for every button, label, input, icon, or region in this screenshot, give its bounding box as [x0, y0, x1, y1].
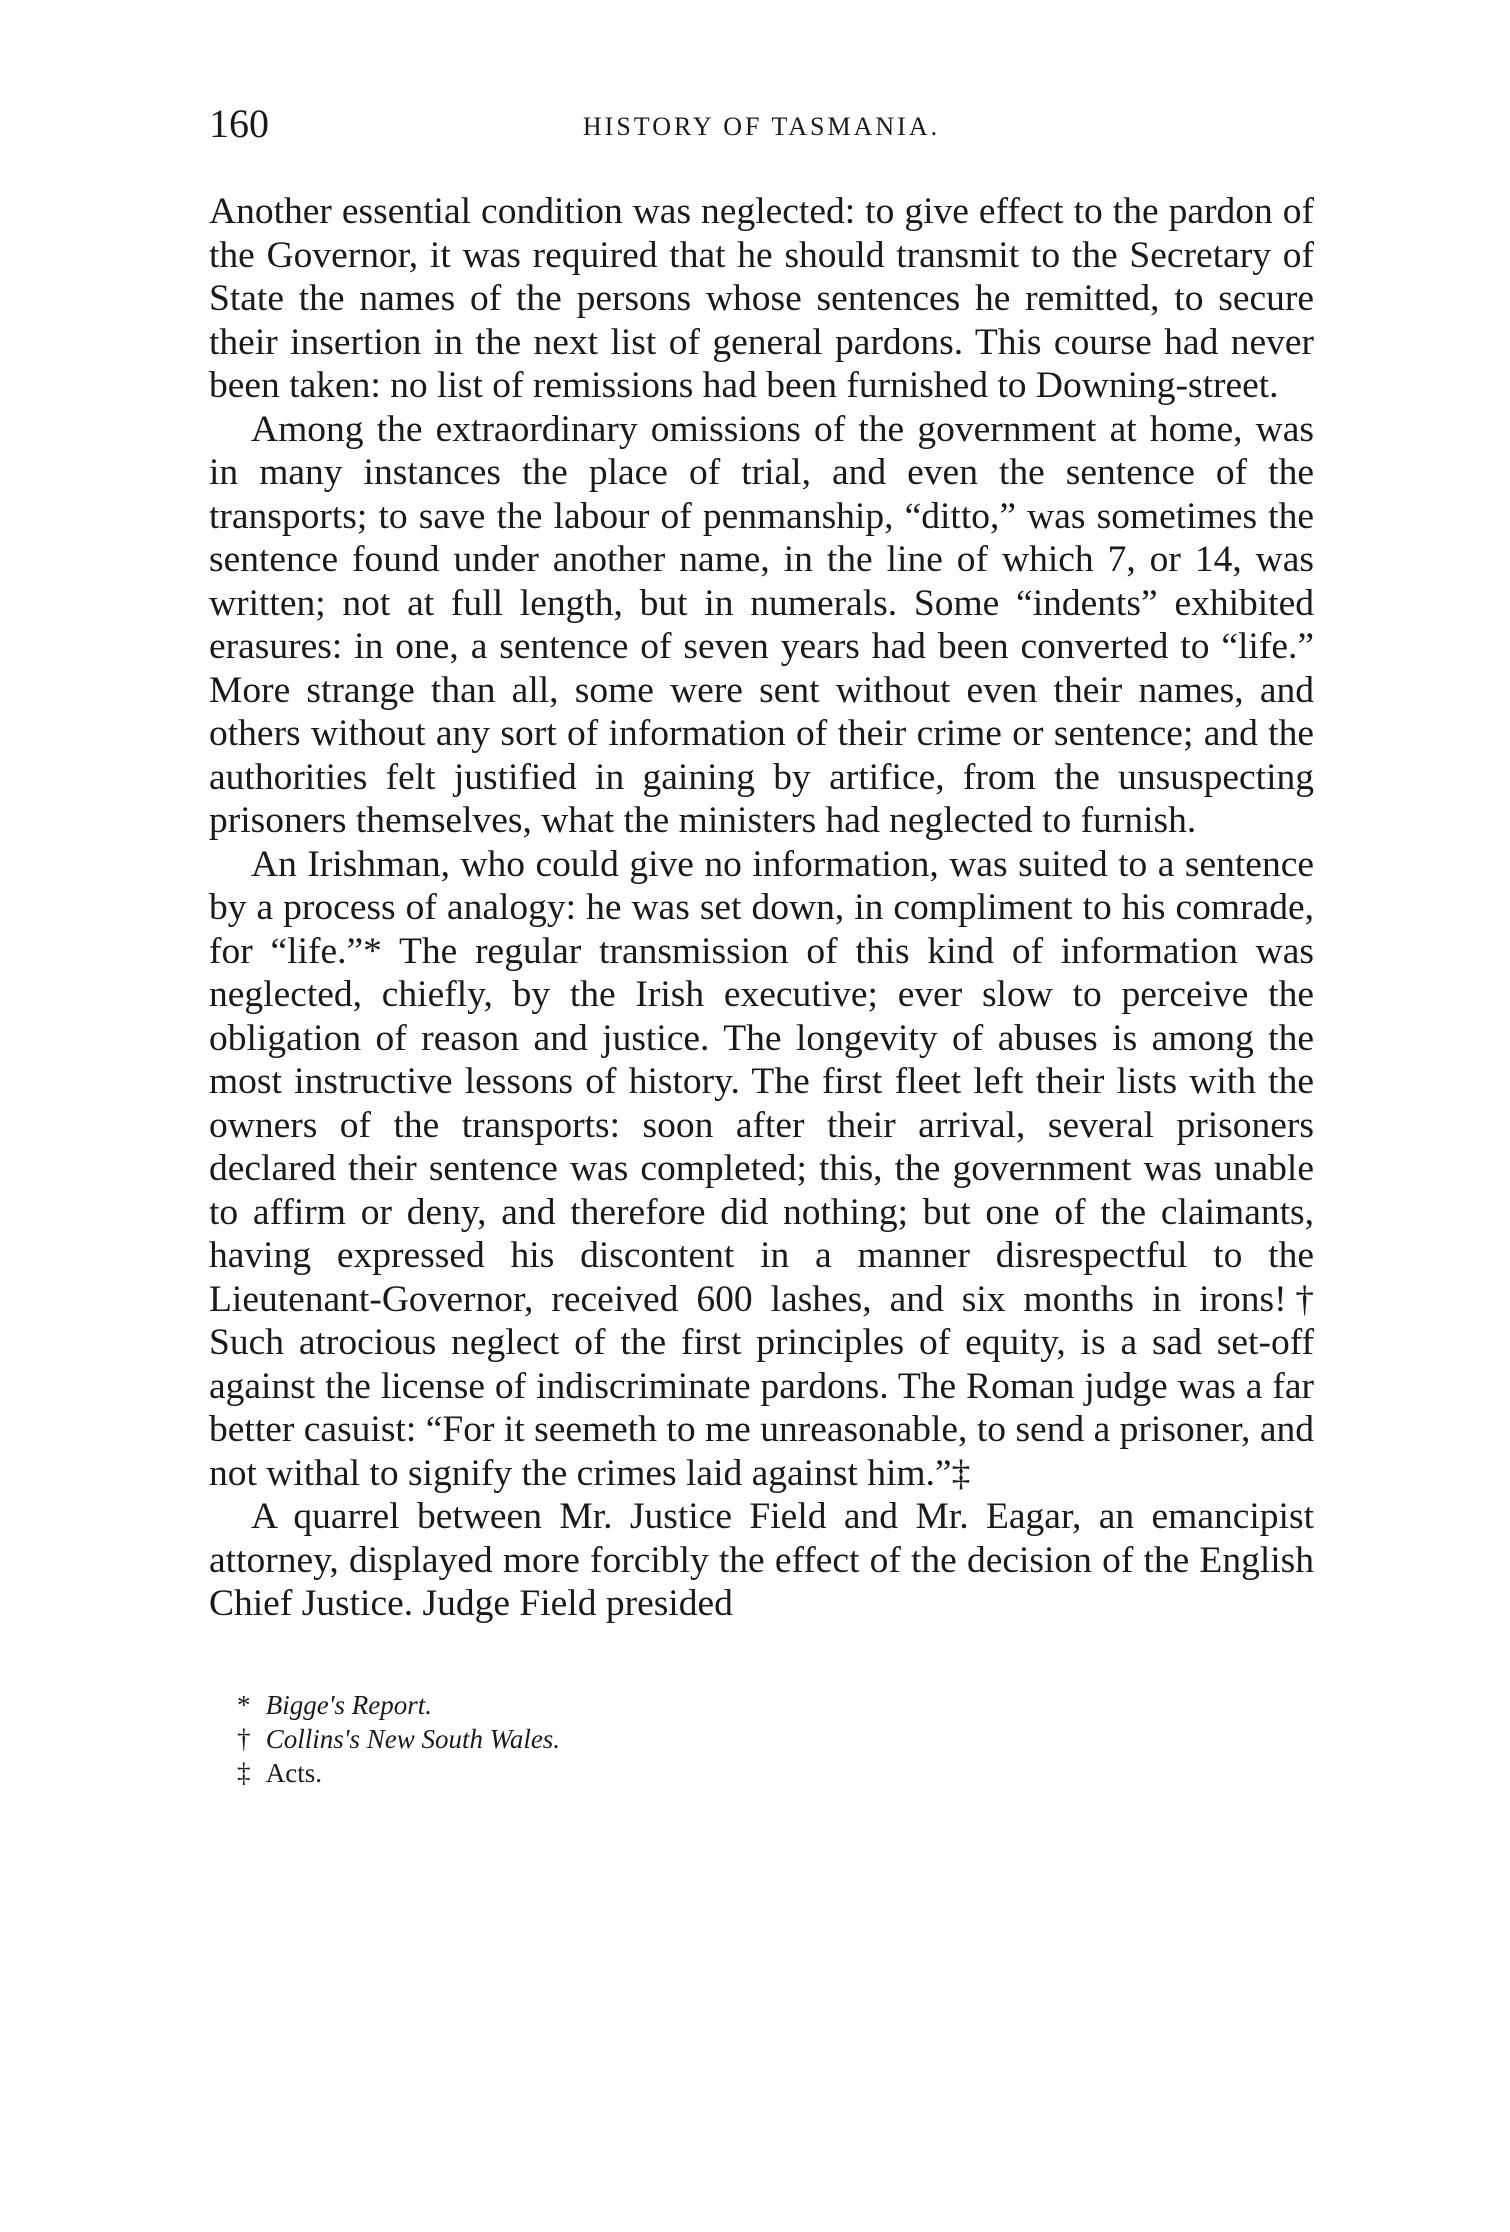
footnotes: [237, 1688, 1314, 1790]
footnote-mark: †: [237, 1723, 251, 1754]
paragraph-3: An Irishman, who could give no information, was suited to a sentence by a process of analogy: he was set down, in compliment to his comrade, for “life.”* The regular transmission of this kind of information was neglected, chiefly, by the Irish executive; ever slow to perceive the obligation of reason and justice. The longevity of abuses is among the most instructive lessons of history. The first fleet left their lists with the owners of the transports: soon after their arrival, several prisoners declared their sentence was completed; this, the government was unable to affirm or deny, and therefore did nothing; but one of the claimants, having expressed his discontent in a manner disrespectful to the Lieutenant-Governor, received 600 lashes, and six months in irons!† Such atrocious neglect of the first principles of equity, is a sad set-off against the license of indiscriminate pardons. The Roman judge was a far better casuist: “For it seemeth to me unreasonable, to send a prisoner, and not withal to signify the crimes laid against him.”‡: [209, 843, 1314, 1494]
page-number: 160: [209, 101, 269, 146]
footnote-1: [237, 1688, 1314, 1722]
footnote-3: [237, 1756, 1314, 1790]
footnote-mark: ‡: [237, 1757, 251, 1788]
paragraph-2: Among the extraordinary omissions of the government at home, was in many instances the place of trial, and even the sentence of the transports; to save the labour of penmanship, “ditto,” was sometimes the sentence found under another name, in the line of which 7, or 14, was written; not at full length, but in numerals. Some “indents” exhibited erasures: in one, a sentence of seven years had been converted to “life.” More strange than all, some were sent without even their names, and others without any sort of information of their crime or sentence; and the authorities felt justified in gaining by artifice, from the unsuspecting prisoners themselves, what the ministers had neglected to furnish.: [209, 408, 1314, 841]
footnote-mark: *: [237, 1689, 251, 1720]
body-text: [209, 190, 1314, 1626]
footnote-text: Collins's New South Wales.: [265, 1723, 561, 1754]
page-header: [209, 100, 1314, 160]
running-head: HISTORY OF TASMANIA.: [582, 112, 941, 141]
footnote-text: Acts.: [265, 1757, 322, 1788]
paragraph-1: Another essential condition was neglected: to give effect to the pardon of the Governor, it was required that he should transmit to the Secretary of State the names of the persons whose sentences he remitted, to secure their insertion in the next list of general pardons. This course had never been taken: no list of remissions had been furnished to Downing-street.: [209, 191, 1314, 406]
footnote-2: [237, 1722, 1314, 1756]
book-page: [209, 100, 1314, 1790]
footnote-text: Bigge's Report.: [265, 1689, 432, 1720]
paragraph-4: A quarrel between Mr. Justice Field and Mr. Eagar, an emancipist attorney, displayed more forcibly the effect of the decision of the English Chief Justice. Judge Field presided: [209, 1496, 1314, 1624]
